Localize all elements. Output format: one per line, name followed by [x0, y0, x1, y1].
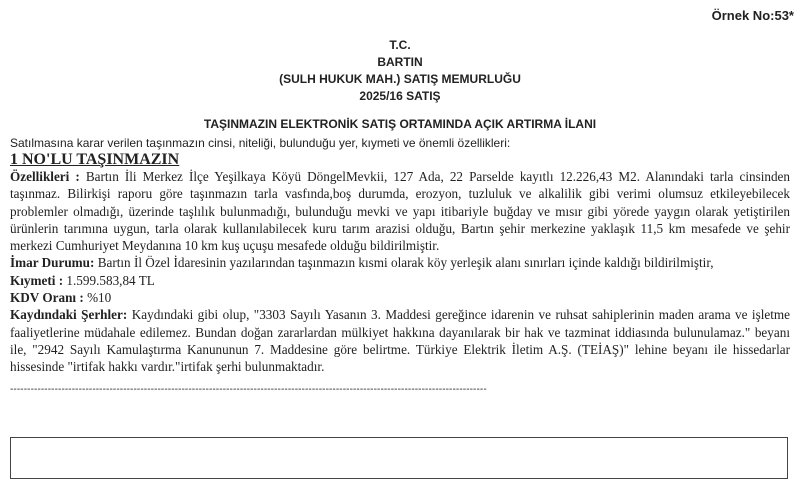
property-details [10, 168, 790, 376]
dashed-separator: ------------------------------------------------------------------------------------------------------------------------------------------- [10, 384, 487, 395]
next-section-box [10, 437, 788, 479]
page-title: TAŞINMAZIN ELEKTRONİK SATIŞ ORTAMINDA AÇIK ARTIRMA İLANI [203, 117, 597, 131]
property-heading: 1 NO'LU TAŞINMAZIN [10, 151, 180, 168]
encumbrances-text: Kaydındaki gibi olup, "3303 Sayılı Yasanın 3. Maddesi gereğince idarenin ve ruhsat sahiplerinin maden arama ve işletme faaliyetlerine müdahale edilemez. Bundan doğan zararlardan mülkiyet hakkına dayanılarak bir hak ve tazminat iddiasında bulunulamaz." beyanı ile, "2942 Sayılı Kamulaştırma Kanununun 7. Maddesine göre belirtme. Türkiye Elektrik İletim A.Ş. (TEİAŞ)" lehine beyanı ile hissedarlar hissesinde "irtifak hakkı vardır."irtifak şerhi bulunmaktadır. [10, 307, 791, 375]
encumbrances-paragraph [10, 306, 790, 375]
header-line-tc: T.C. [389, 38, 411, 52]
vat-paragraph [10, 289, 790, 306]
header-line-office: (SULH HUKUK MAH.) SATIŞ MEMURLUĞU [279, 72, 521, 86]
features-paragraph [10, 168, 790, 254]
vat-label: KDV Oranı : [10, 290, 84, 306]
document-header [0, 37, 800, 133]
zoning-label: İmar Durumu: [10, 255, 95, 271]
features-text: Bartın İli Merkez İlçe Yeşilkaya Köyü DöngelMevkii, 127 Ada, 22 Parselde kayıtlı 12.226,43 M2. Alanındaki tarla cinsinden taşınmaz. Bilirkişi raporu göre taşınmazın tarla vasfında,boş durumda, erozyon, tuzluluk ve alkalilik gibi verimi olumsuz etkileyebilecek problemler olmadığı, üzerinde taşlılık bulunmadığı, bulunduğu mevki ve yapı itibariyle buğday ve mısır gibi yörede yaygın olarak yetiştirilen ürünlerin tarımına uygun, tarla olarak kullanılabilecek kuru tarım arazisi olduğu, Bartın şehir merkezine yaklaşık 11,5 km mesafede ve şehir merkezi Cumhuriyet Meydanına 10 km kuş uçuşu mesafede olduğu bildirilmiştir. [10, 169, 791, 254]
value-label: Kıymeti : [10, 272, 64, 288]
value-paragraph [10, 272, 790, 289]
header-line-file: 2025/16 SATIŞ [359, 89, 441, 103]
zoning-text: Bartın İl Özel İdaresinin yazılarından taşınmazın kısmi olarak köy yerleşik alanı sınırları içinde kaldığı bildirilmiştir, [94, 255, 714, 271]
sample-number: Örnek No:53* [711, 8, 794, 23]
encumbrances-label: Kaydındaki Şerhler: [10, 307, 128, 323]
header-line-city: BARTIN [377, 55, 423, 69]
features-label: Özellikleri : [10, 169, 80, 184]
value-text: 1.599.583,84 TL [63, 272, 155, 288]
zoning-paragraph [10, 254, 790, 271]
intro-text: Satılmasına karar verilen taşınmazın cinsi, niteliği, bulunduğu yer, kıymeti ve önemli özellikleri: [10, 136, 511, 150]
vat-text: %10 [83, 290, 112, 306]
